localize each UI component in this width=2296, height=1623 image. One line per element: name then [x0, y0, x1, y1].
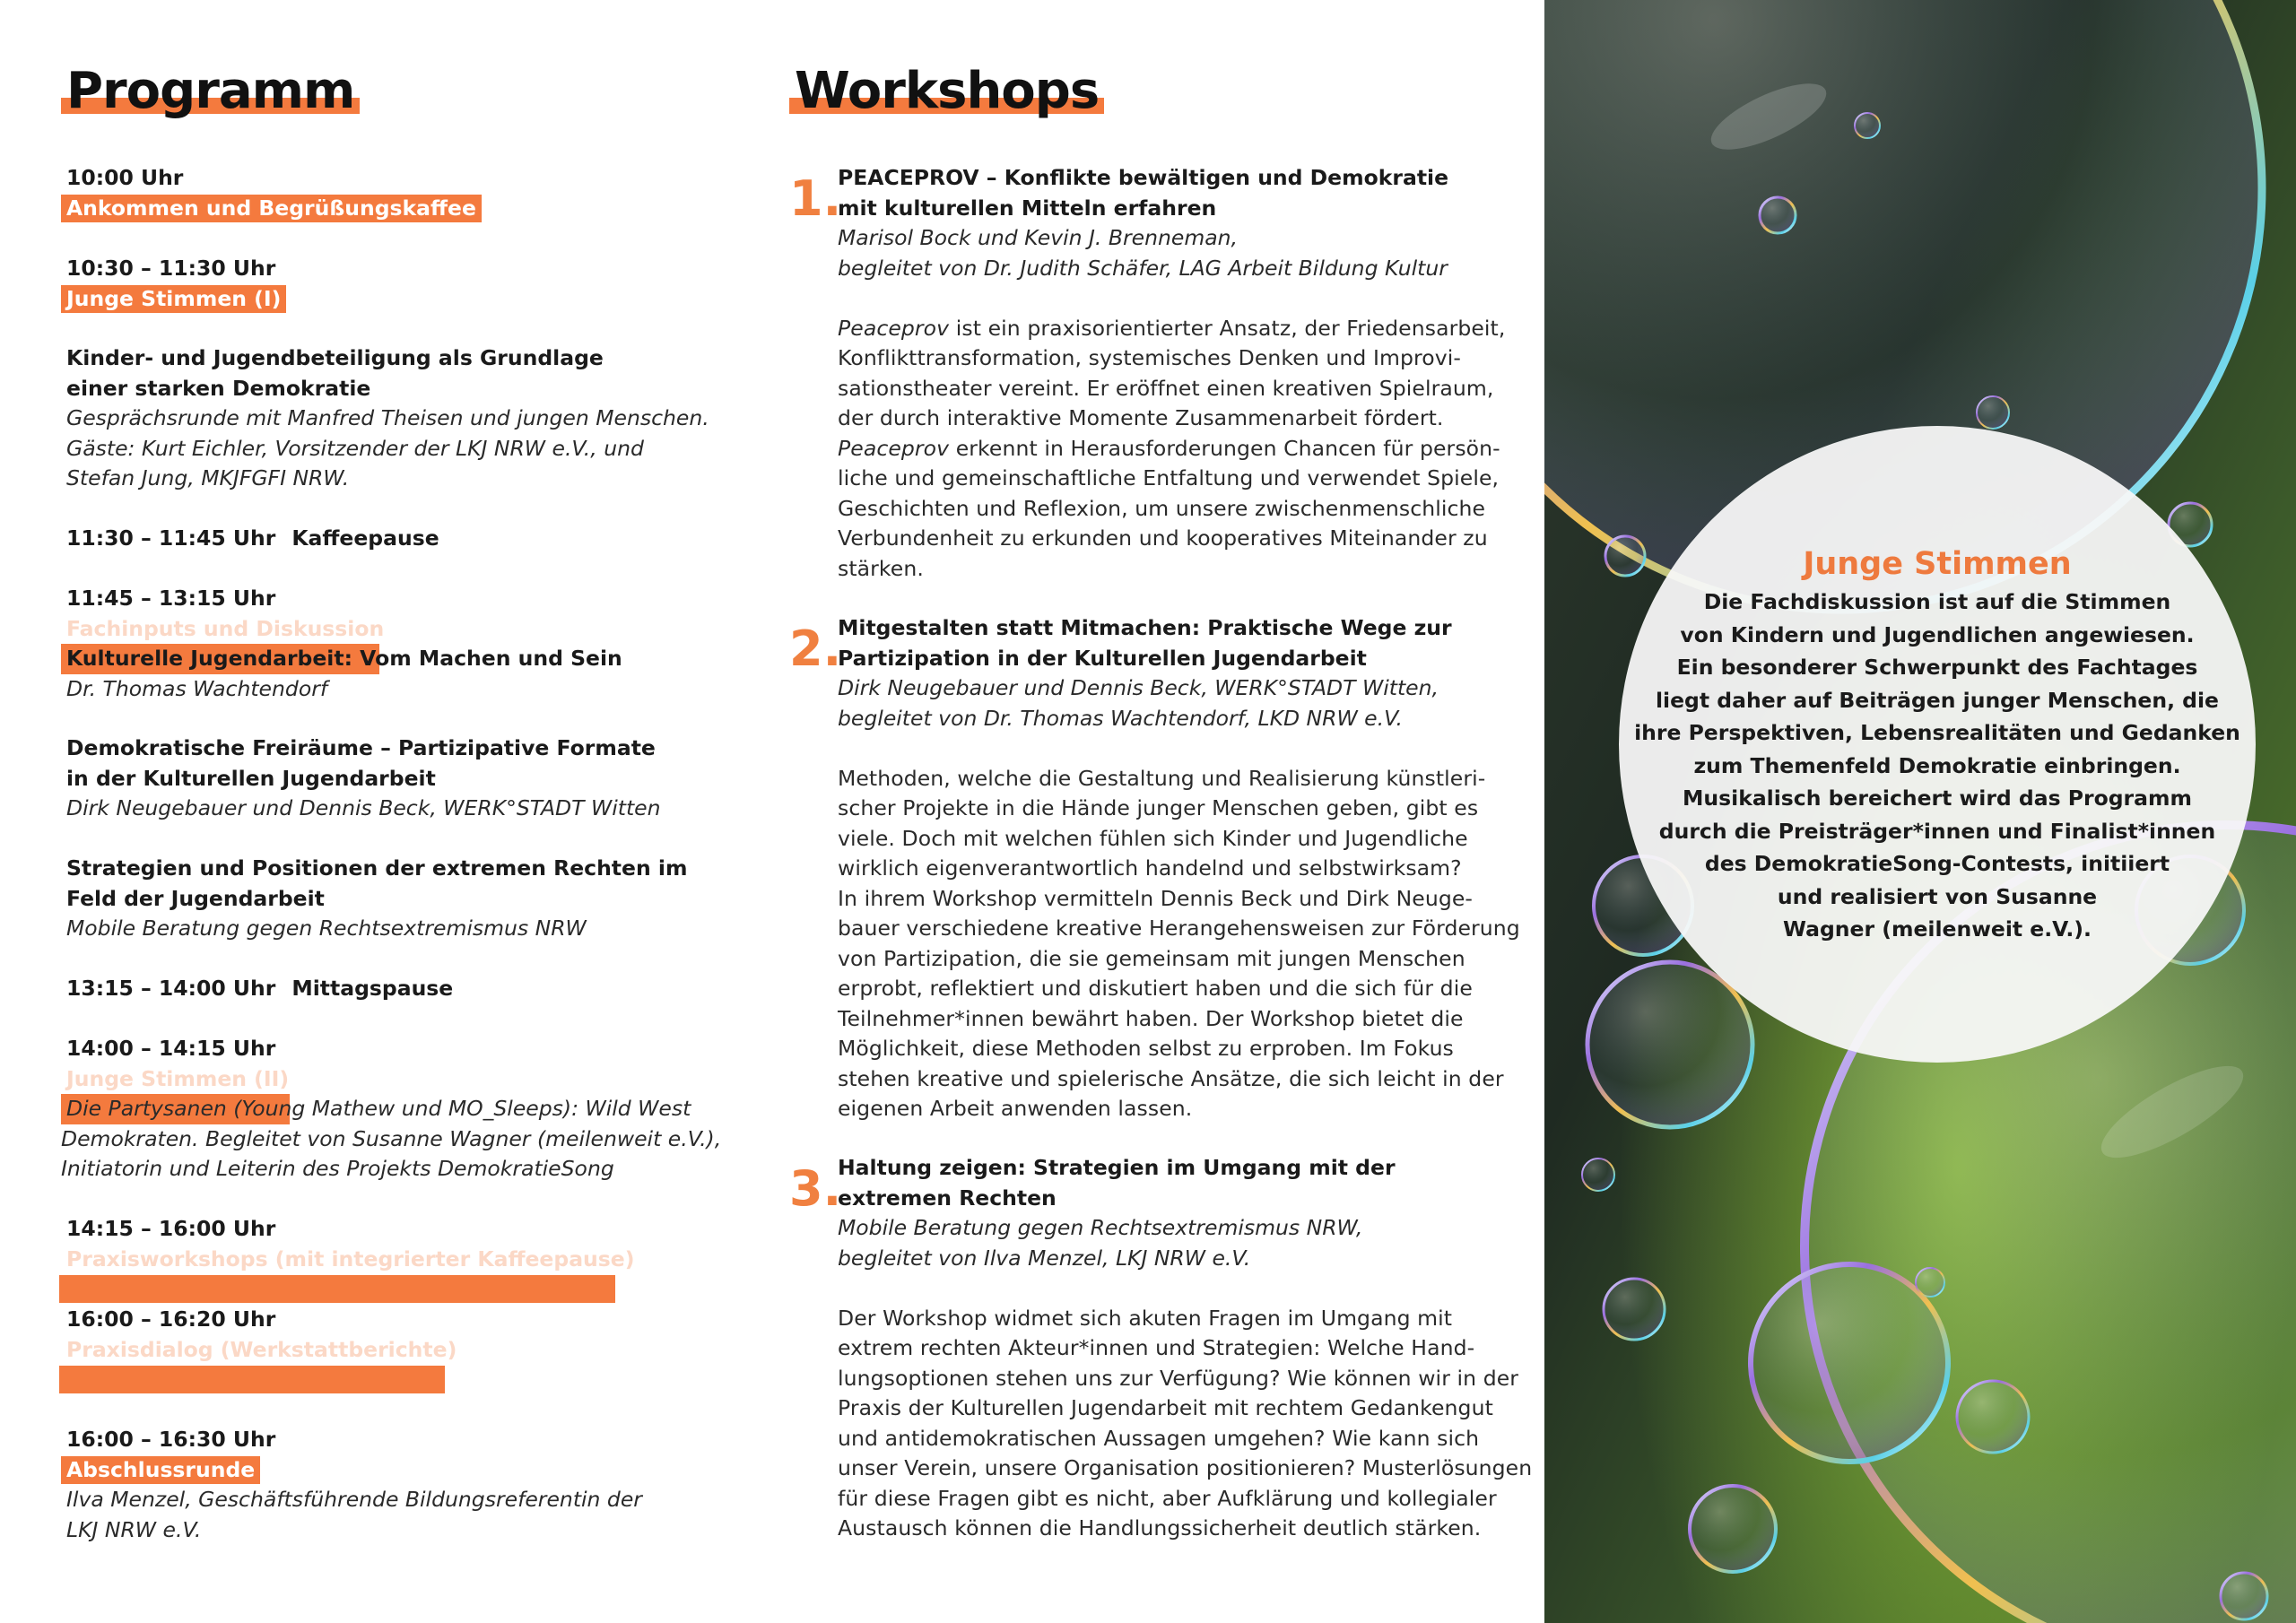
program-title: Strategien und Positionen der extremen Rechten im	[66, 855, 688, 881]
workshop-description	[838, 1304, 1534, 1544]
desc-line: lungsoptionen stehen uns zur Verfügung? Wie können wir in der	[838, 1365, 1519, 1391]
program-entry-7	[66, 733, 748, 824]
desc-line: eigenen Arbeit anwenden lassen.	[838, 1096, 1193, 1121]
program-highlight: Abschlussrunde	[61, 1456, 260, 1484]
program-entry-2	[66, 254, 748, 314]
workshop-subtitle: Marisol Bock und Kevin J. Brenneman,	[838, 225, 1239, 250]
desc-line: viele. Doch mit welchen fühlen sich Kinder und Jugendliche	[838, 825, 1468, 851]
workshops-heading: Workshops	[789, 65, 1104, 118]
desc-text: stärken.	[838, 555, 924, 581]
program-title: in der Kulturellen Jugendarbeit	[66, 765, 436, 791]
program-subtitle: Gäste: Kurt Eichler, Vorsitzender der LKJ NRW e.V., und	[66, 435, 644, 461]
workshop-subtitle: Mobile Beratung gegen Rechtsextremismus NRW,	[838, 1215, 1363, 1240]
program-subtitle: Stefan Jung, MKJFGFI NRW.	[66, 465, 350, 490]
desc-line: Möglichkeit, diese Methoden selbst zu erproben. Im Fokus	[838, 1036, 1454, 1061]
workshop-3	[789, 1153, 1534, 1544]
workshop-2	[789, 613, 1534, 1124]
program-entry-13	[66, 1425, 748, 1545]
workshop-subtitle: begleitet von Dr. Judith Schäfer, LAG Arbeit Bildung Kultur	[838, 255, 1448, 281]
programm-heading: Programm	[61, 65, 360, 118]
junge-stimmen-title: Junge Stimmen	[1803, 546, 2072, 582]
program-subtitle: Die Partysanen (Young Mathew und MO_Sleeps): Wild West	[61, 1094, 748, 1124]
program-subtitle: Ilva Menzel, Geschäftsführende Bildungsreferentin der	[66, 1487, 642, 1512]
program-title: einer starken Demokratie	[66, 375, 371, 401]
program-time: 10:00 Uhr	[66, 165, 184, 190]
program-entry-8	[66, 854, 748, 944]
junge-stimmen-info	[1623, 542, 2251, 946]
info-line: von Kindern und Jugendlichen angewiesen.	[1680, 621, 2195, 647]
program-subtitle: Dirk Neugebauer und Dennis Beck, WERK°STADT Witten	[66, 795, 661, 820]
program-highlight: Ankommen und Begrüßungskaffee	[61, 195, 482, 222]
desc-text: Konflikttransformation, systemisches Denken und Improvi-	[838, 345, 1461, 370]
bubble-tiny	[1916, 1268, 1944, 1297]
program-faint-label: Fachinputs und Diskussion	[66, 615, 385, 641]
workshop-title: Partizipation in der Kulturellen Jugendarbeit	[838, 645, 1367, 671]
workshop-number: 2.	[789, 621, 842, 677]
desc-emphasis: Peaceprov	[838, 315, 950, 341]
program-entry-9	[66, 974, 748, 1004]
workshop-title: Mitgestalten statt Mitmachen: Praktische Wege zur	[838, 615, 1452, 640]
program-entry-5	[66, 584, 748, 644]
desc-line: erprobt, reflektiert und diskutiert haben und die sich für die	[838, 976, 1473, 1001]
program-faint-label: Praxisworkshops (mit integrierter Kaffeepause)	[66, 1245, 635, 1271]
info-line: liegt daher auf Beiträgen junger Menschen, die	[1656, 687, 2219, 713]
desc-text: Verbundenheit zu erkunden und kooperatives Miteinander zu	[838, 525, 1488, 551]
program-subtitle: Initiatorin und Leiterin des Projekts DemokratieSong	[61, 1156, 614, 1181]
bubble-small	[1957, 1381, 2029, 1453]
bubble-small	[1690, 1486, 1776, 1572]
bubble-medium	[1751, 1264, 1948, 1462]
program-entry-11	[66, 1214, 748, 1303]
info-line: durch die Preisträger*innen und Finalist*innen	[1658, 818, 2216, 844]
program-label: Kaffeepause	[291, 525, 439, 551]
program-subtitle: Gesprächsrunde mit Manfred Theisen und jungen Menschen.	[66, 405, 709, 430]
desc-text: erkennt in Herausforderungen Chancen für persön-	[949, 435, 1500, 461]
desc-line: von Partizipation, die sie gemeinsam mit jungen Menschen	[838, 945, 1465, 971]
program-subtitle: Demokraten. Begleitet von Susanne Wagner (meilenweit e.V.),	[61, 1125, 722, 1151]
program-time: 13:15 – 14:00 Uhr	[66, 976, 276, 1001]
program-time: 16:00 – 16:30 Uhr	[66, 1427, 276, 1452]
program-entry-12	[66, 1305, 748, 1393]
desc-emphasis: Peaceprov	[838, 435, 950, 461]
program-time: 14:15 – 16:00 Uhr	[66, 1216, 276, 1241]
info-line: zum Themenfeld Demokratie einbringen.	[1693, 752, 2181, 778]
info-line: Ein besonderer Schwerpunkt des Fachtages	[1676, 655, 2198, 680]
desc-line: wirklich eigenverantwortlich handelnd und selbstwirksam?	[838, 855, 1462, 881]
bubble-tiny	[1855, 113, 1880, 138]
workshop-number: 1.	[789, 170, 842, 227]
desc-text: sationstheater vereint. Er eröffnet einen kreativen Spielraum,	[838, 375, 1494, 401]
highlight-bar	[59, 1366, 445, 1393]
program-highlight: Junge Stimmen (I)	[61, 285, 286, 313]
desc-line: Austausch können die Handlungssicherheit deutlich stärken.	[838, 1515, 1482, 1541]
program-label: Mittagspause	[291, 976, 454, 1001]
desc-line: In ihrem Workshop vermitteln Dennis Beck und Dirk Neuge-	[838, 885, 1473, 911]
info-line: des DemokratieSong-Contests, initiiert	[1704, 851, 2170, 876]
program-time: 16:00 – 16:20 Uhr	[66, 1306, 276, 1332]
desc-line: für diese Fragen gibt es nicht, aber Aufklärung und kollegialer	[838, 1485, 1497, 1511]
desc-line: extrem rechten Akteur*innen und Strategien: Welche Hand-	[838, 1335, 1475, 1360]
program-subtitle: LKJ NRW e.V.	[66, 1516, 202, 1542]
desc-text: ist ein praxisorientierter Ansatz, der Friedensarbeit,	[949, 315, 1506, 341]
highlight-bar	[59, 1275, 615, 1303]
desc-line: unser Verein, unsere Organisation positionieren? Musterlösungen	[838, 1455, 1533, 1480]
bubble-tiny	[1977, 396, 2009, 429]
bubble-medium	[1587, 962, 1752, 1127]
desc-text: der durch interaktive Momente Zusammenarbeit fördert.	[838, 405, 1444, 430]
program-title: Kinder- und Jugendbeteiligung als Grundlage	[66, 345, 604, 370]
desc-line: Teilnehmer*innen bewährt haben. Der Workshop bietet die	[838, 1005, 1464, 1031]
desc-line: Methoden, welche die Gestaltung und Realisierung künstleri-	[838, 765, 1486, 791]
workshop-subtitle: begleitet von Ilva Menzel, LKJ NRW e.V.	[838, 1245, 1251, 1271]
workshop-title: PEACEPROV – Konflikte bewältigen und Demokratie	[838, 165, 1449, 190]
bubble-tiny	[2221, 1573, 2267, 1619]
program-title: Kulturelle Jugendarbeit: Vom Machen und Sein	[61, 644, 748, 674]
desc-text: Geschichten und Reflexion, um unsere zwischenmenschliche	[838, 495, 1486, 521]
program-time: 11:30 – 11:45 Uhr	[66, 525, 276, 551]
program-title: Demokratische Freiräume – Partizipative Formate	[66, 735, 656, 760]
info-line: Wagner (meilenweit e.V.).	[1783, 916, 2092, 942]
desc-line: und antidemokratischen Aussagen umgehen? Wie kann sich	[838, 1425, 1480, 1451]
bubble-tiny	[1582, 1159, 1614, 1191]
program-entry-3	[66, 343, 748, 494]
bubble-tiny	[1760, 197, 1796, 233]
workshop-number: 3.	[789, 1160, 842, 1217]
program-time: 14:00 – 14:15 Uhr	[66, 1036, 276, 1061]
desc-line: Der Workshop widmet sich akuten Fragen im Umgang mit	[838, 1305, 1453, 1331]
program-time: 10:30 – 11:30 Uhr	[66, 256, 276, 281]
program-subtitle: Mobile Beratung gegen Rechtsextremismus NRW	[66, 916, 587, 941]
workshop-title: mit kulturellen Mitteln erfahren	[838, 195, 1217, 221]
program-faint-label: Junge Stimmen (II)	[66, 1065, 290, 1091]
desc-line: bauer verschiedene kreative Herangehensweisen zur Förderung	[838, 916, 1520, 941]
desc-line: stehen kreative und spielerische Ansätze, die sich leicht in der	[838, 1065, 1504, 1091]
program-subtitle: Dr. Thomas Wachtendorf	[66, 675, 328, 701]
desc-line: Praxis der Kulturellen Jugendarbeit mit rechtem Gedankengut	[838, 1395, 1493, 1420]
workshop-subtitle: begleitet von Dr. Thomas Wachtendorf, LKD NRW e.V.	[838, 705, 1403, 731]
workshop-title: Haltung zeigen: Strategien im Umgang mit der	[838, 1155, 1396, 1180]
workshop-description	[838, 764, 1534, 1124]
program-faint-label: Praxisdialog (Werkstattberichte)	[66, 1336, 457, 1362]
program-time: 11:45 – 13:15 Uhr	[66, 586, 276, 611]
info-line: Die Fachdiskussion ist auf die Stimmen	[1703, 589, 2171, 614]
program-entry-10	[61, 1034, 748, 1185]
program-entry-1	[66, 163, 748, 223]
desc-line: scher Projekte in die Hände junger Menschen geben, gibt es	[838, 795, 1479, 820]
junge-stimmen-body	[1623, 586, 2251, 946]
info-line: Musikalisch bereichert wird das Programm	[1683, 785, 2192, 811]
program-entry-4	[66, 524, 748, 554]
workshop-title: extremen Rechten	[838, 1185, 1057, 1211]
workshop-description	[838, 314, 1534, 585]
bubble-small	[1604, 1279, 1665, 1340]
program-title: Feld der Jugendarbeit	[66, 885, 325, 911]
workshop-1	[789, 163, 1534, 584]
desc-text: liche und gemeinschaftliche Entfaltung und verwendet Spiele,	[838, 465, 1500, 490]
info-line: ihre Perspektiven, Lebensrealitäten und Gedanken	[1634, 720, 2240, 745]
workshop-subtitle: Dirk Neugebauer und Dennis Beck, WERK°STADT Witten,	[838, 675, 1439, 700]
info-line: und realisiert von Susanne	[1777, 883, 2098, 909]
program-entry-6	[66, 644, 748, 704]
